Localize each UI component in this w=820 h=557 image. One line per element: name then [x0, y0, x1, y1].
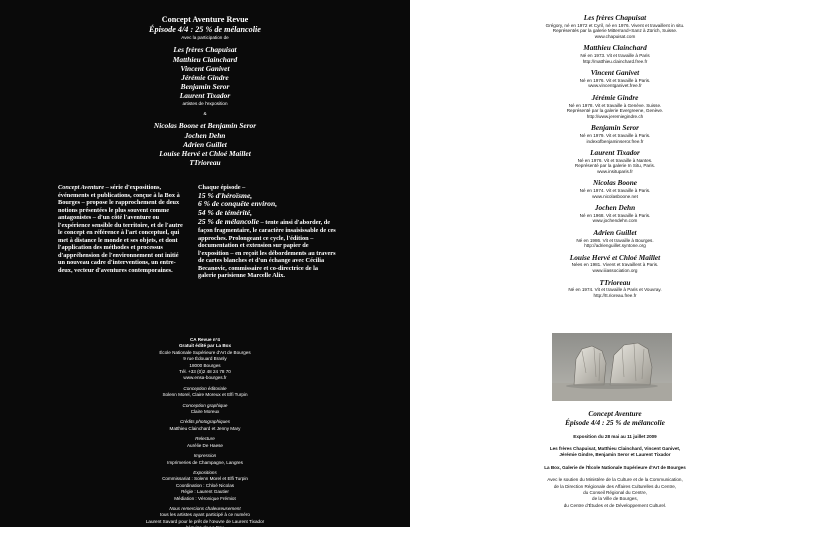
percent-line-2: 6 % de conquête environ,	[198, 199, 278, 209]
artist-bio-line: Né en 1976. Vit et travaille à Nantes.	[577, 157, 653, 163]
episode-title: Épisode 4/4 : 25 % de mélancolie	[149, 25, 261, 34]
colophon-line: École Nationale Supérieure d'Art de Bourges	[159, 349, 251, 355]
artist-name: Jérémie Gindre	[591, 92, 639, 102]
artist-bio-line: http://www.jeremiegindre.ch	[586, 113, 644, 119]
colophon-line: tous les artistes ayant participé à ce numéro	[160, 512, 250, 518]
artist-name: Les frères Chapuisat	[583, 13, 647, 22]
left-page	[0, 0, 410, 556]
credit-artist-name: Les frères Chapuisat	[173, 45, 237, 55]
credit-artist-name: Benjamin Seror	[180, 82, 230, 92]
artist-group-1	[100, 45, 310, 100]
credit-artist-name: Jochen Dehn	[184, 130, 226, 140]
footer-title-2: Épisode 4/4 : 25 % de mélancolie	[565, 417, 665, 427]
artist-bio-line: www.chapuisat.com	[594, 33, 636, 39]
credit-artist-name: TTrioreau	[189, 158, 221, 168]
artist-group-2	[100, 121, 310, 167]
colophon-line: Conception éditoriale	[183, 385, 227, 391]
colophon-line: Gratuit édité par La Box	[178, 343, 232, 349]
support-line: Avec le soutien du Ministère de la Culture et de la Communication,	[547, 477, 683, 483]
exhibition-artists-1: Les frères Chapuisat, Matthieu Clainchard, Vincent Ganivet,	[549, 446, 681, 451]
artist-bio-line: Nées en 1981. Vivent et travaillent à Paris.	[571, 262, 659, 268]
artist-bio-line: indexofbenjaminseror.free.fr	[586, 138, 644, 144]
artist-entry	[520, 14, 710, 39]
colophon-line: Coordination : Chloé Nicolas	[175, 482, 235, 488]
artist-bio-line: Né en 1974. Vit et travaille à Paris.	[579, 188, 651, 194]
colophon-line: Tél. +33 (0)2 48 24 78 70	[179, 369, 231, 375]
artist-bio-line: http://adrienguillet.syntone.org	[584, 243, 646, 249]
artist-entry	[520, 94, 710, 119]
colophon-line: l'équipe de La Box	[186, 525, 224, 531]
artist-name: Jochen Dehn	[594, 203, 636, 213]
artist-name: Matthieu Clainchard	[583, 43, 647, 53]
support-line: du Centre d'Études et de Développement Culturel.	[563, 502, 667, 508]
colophon-line: Conception graphique	[182, 402, 228, 408]
artist-bio-line: Grégory, né en 1972 et Cyril, né en 1976. Vivent et travaillent in situ.	[545, 22, 685, 28]
artist-entry	[520, 229, 710, 249]
participation-intro: Avec la participation de	[181, 35, 229, 40]
artist-bio-line: http://matthieu.clainchard.free.fr	[582, 58, 648, 64]
colophon-line: Régie : Laurent Gautier	[181, 489, 229, 495]
colophon-line: Commissariat : Solenn Morel et Elfi Turpin	[162, 476, 248, 482]
intro-text-body: – série d'expositions, événements et publications, conçue à la Box à Bourges – propose le rapprochement de deux notions présentées le plus souvent comme antagonistes – d'un côté l'aventure ou l'expérience sensible du territoire, et de l'autre le concept en référence à l'art conceptuel, qui met à distance le monde et ses objets, et dont l'application des méthodes et processus d'appréhension de l'environnement ont initié un nouveau cadre d'interventions, un entre-deux, vecteur d'aventures contemporaines.	[58, 184, 183, 274]
artist-name: Nicolas Boone	[593, 178, 637, 188]
artist-entry	[520, 254, 710, 274]
colophon-line: Imprimeries de Champagne, Langres	[167, 459, 243, 465]
percent-line-1: 15 % d'héroïsme,	[198, 190, 253, 200]
artist-bio-line: Représenté par la galerie Evergreene, Genève.	[566, 108, 664, 114]
credit-artist-name: Jérémie Gindre	[181, 73, 229, 83]
credits-block	[100, 15, 310, 167]
credit-artist-name: Adrien Guillet	[183, 139, 227, 149]
credit-artist-name: Louise Hervé et Chloé Maillet	[159, 149, 251, 159]
artist-name: Adrien Guillet	[593, 228, 637, 238]
exhibition-dates: Exposition du 28 mai au 11 juillet 2009	[573, 433, 657, 439]
episode-intro: Chaque épisode –	[198, 184, 246, 191]
artist-entry	[520, 149, 710, 174]
percent-line-4: 25 % de mélancolie	[198, 217, 259, 227]
episode-text-body: – tente ainsi d'aborder, de façon fragmentaire, le caractère insaisissable de ces approches. Prolongeant ce cycle, l'édition – documentation et extension sur papier de l'exposition – en reçoit les débordements au travers de cartes blanches et d'un échange avec Cécilia Becanovic, commissaire et co-directrice de la galerie parisienne Marcelle Alix.	[198, 219, 336, 280]
artist-name: Benjamin Seror	[590, 123, 640, 133]
credit-artist-name: Matthieu Clainchard	[172, 54, 238, 64]
artist-bio-line: www.iiiassociation.org	[592, 268, 638, 273]
colophon-line: Crédits photographiques	[179, 419, 231, 425]
colophon-line: Médiation : Véronique Frémiot	[174, 495, 236, 501]
intro-text-column	[58, 184, 186, 274]
artist-name: TTrioreau	[599, 277, 631, 287]
exhibition-footer	[505, 410, 725, 509]
artist-name: Laurent Tixador	[590, 148, 640, 158]
artist-list	[520, 14, 710, 303]
episode-text-column	[198, 184, 336, 280]
artist-bio-line: Né en 1979. Vit et travaille à Paris.	[579, 132, 651, 138]
artist-name: Louise Hervé et Chloé Maillet	[569, 252, 661, 262]
support-line: de la Direction Régionale des Affaires Culturelles du Centre,	[553, 483, 677, 489]
artist-bio-line: Né en 1978. Vit et travaille à Genève. Suisse.	[568, 102, 662, 108]
colophon-line: CA Revue n°4	[189, 337, 220, 342]
artist-bio-line: http://tt.rioreau.free.fr	[593, 292, 637, 298]
colophon-line: Claire Moreux	[190, 409, 220, 415]
artist-bio-line: Né en 1973. Vit et travaille à Paris	[580, 52, 650, 58]
colophon-line: www.ensa-bourges.fr	[183, 375, 227, 381]
artist-name: Vincent Ganivet	[590, 68, 640, 78]
artist-bio-line: Né en 1968. Vit et travaille à Paris.	[579, 212, 651, 218]
artist-bio-line: www.jochendehn.com	[592, 218, 638, 224]
concept-aventure-lead: Concept Aventure	[58, 184, 104, 191]
colophon-line: 18000 Bourges	[189, 362, 221, 368]
artist-bio-line: Représenté par la galerie In Situ, Paris.	[574, 163, 656, 169]
artist-bio-line: www.nicolasboone.net	[592, 193, 638, 199]
colophon-line: et tout particulièrement Hervé Trioreau.	[165, 550, 245, 556]
artwork-photo	[552, 333, 672, 401]
right-page	[410, 0, 820, 527]
ampersand: &	[203, 111, 207, 117]
artist-bio-line: Représentés par la galerie Mitterrand+Sanz à Zürich, Suisse.	[552, 28, 678, 34]
colophon-line: Solenn Morel, Claire Moreux et Elfi Turpin	[162, 392, 248, 398]
colophon-line: Impression	[193, 453, 217, 459]
colophon	[70, 337, 340, 557]
footer-title-1: Concept Aventure	[588, 409, 642, 418]
exhibition-venue: La Box, Galerie de l'École Nationale Supérieure d'Art de Bourges	[544, 464, 686, 470]
artist-bio-line: www.vincentganivet.free.fr	[588, 83, 642, 89]
credit-artist-name: Vincent Ganivet	[180, 63, 230, 73]
support-credits	[505, 477, 725, 509]
colophon-line: 9 rue Édouard Branly	[183, 356, 227, 362]
colophon-line: les étudiants dont David Magnou, Quentin Ménard, Baptiste Piet, Romain Weintzeim	[119, 537, 291, 543]
rock-sculpture-image	[552, 333, 672, 401]
colophon-line: Jean-Yves Gauthier	[184, 531, 226, 537]
colophon-line: Nous remercions chaleureusement	[169, 505, 241, 511]
artist-entry	[520, 179, 710, 199]
support-line: du Conseil Régional du Centre,	[583, 490, 647, 496]
credit-artist-name: Nicolas Boone et Benjamin Seror	[153, 121, 257, 131]
artist-bio-line: Né en 1974. Vit et travaille à Paris et Vouvray.	[568, 287, 662, 293]
exhibition-artists-2: Jérémie Gindre, Benjamin Seror et Laurent Tixador	[559, 452, 671, 458]
colophon-line: Relecture	[195, 436, 215, 442]
credit-artist-name: Laurent Tixador	[179, 91, 231, 101]
exhibitors-label: artistes de l'exposition	[182, 100, 228, 106]
percent-line-3: 54 % de témérité,	[198, 208, 252, 218]
revue-title: Concept Aventure Revue	[161, 15, 249, 24]
artist-entry	[520, 44, 710, 64]
colophon-line: Laurent Savard pour le prêt de l'œuvre de Laurent Tixador	[145, 518, 265, 524]
artist-entry	[520, 279, 710, 299]
artist-bio-line: Né en 1976. Vit et travaille à Paris.	[579, 77, 651, 83]
artist-entry	[520, 69, 710, 89]
colophon-line: Matthieu Clainchard et Jenny Mary	[169, 425, 241, 431]
artist-entry	[520, 124, 710, 144]
artist-bio-line: www.insituparis.fr	[597, 168, 633, 174]
artist-bio-line: Né en 1986. Vit et travaille à Bourges.	[576, 237, 654, 243]
artist-entry	[520, 204, 710, 224]
support-line: de la Ville de Bourges,	[592, 496, 638, 502]
colophon-line: Expositions	[193, 469, 217, 475]
colophon-line: Aurélie De Haese	[186, 442, 223, 448]
colophon-line: Stéphane Doré et l'École Nationale Supérieure d'Art de Bourges	[139, 544, 271, 550]
